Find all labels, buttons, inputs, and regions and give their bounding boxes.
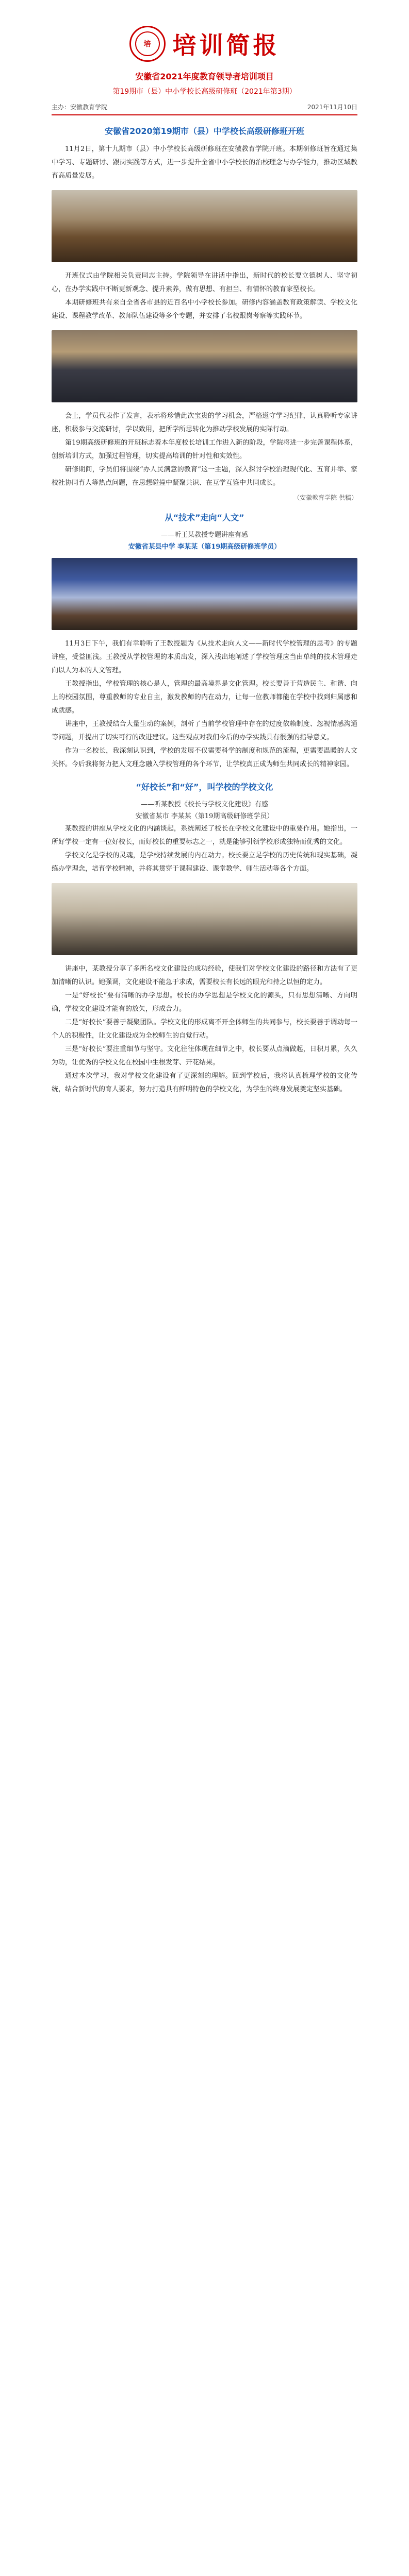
group-photo	[52, 330, 357, 402]
newsletter-title: 培训简报	[172, 31, 280, 59]
session-line: 第19期市（县）中小学校长高级研修班（2021年第3期）	[112, 88, 297, 96]
article2-paragraph: 王教授指出，学校管理的核心是人，管理的最高境界是文化管理。校长要善于营造民主、和谐、向上的校园氛围，尊重教师的专业自主，激发教师的内在动力，让每一位教师都能在学校中找到归属感和成就感。	[52, 680, 357, 715]
article3-paragraph: 学校文化是学校的灵魂，是学校持续发展的内在动力。校长要立足学校的历史传统和现实基础，凝练办学理念，培育学校精神，并将其贯穿于课程建设、课堂教学、师生活动等各个方面。	[52, 852, 357, 873]
article3-paragraph: 讲座中，某教授分享了多所名校文化建设的成功经验，使我们对学校文化建设的路径和方法有了更加清晰的认识。她强调，文化建设不能急于求成，需要校长有长远的眼光和持之以恒的定力。	[52, 965, 357, 986]
article1-paragraph: 11月2日，第十九期市（县）中小学校长高级研修班在安徽教育学院开班。本期研修班旨在通过集中学习、专题研讨、跟岗实践等方式，进一步提升全省中小学校长的治校理念与办学能力，推动区域教育高质量发展。	[52, 145, 357, 180]
article1-source: （安徽教育学院 供稿）	[293, 494, 357, 501]
meta-row	[52, 103, 357, 111]
article3-paragraph: 三是“好校长”要注重细节与坚守。文化往往体现在细节之中，校长要从点滴做起，日积月累，久久为功，让优秀的学校文化在校园中生根发芽、开花结果。	[52, 1045, 357, 1066]
article3-paragraph: 一是“好校长”要有清晰的办学思想。校长的办学思想是学校文化的源头，只有思想清晰、方向明确，学校文化建设才能有的放矢，形成合力。	[52, 992, 357, 1013]
article3-author: 安徽省某市 李某某（第19期高级研修班学员）	[135, 812, 274, 820]
article3-title: “好校长”和“好”，叫学校的学校文化	[136, 782, 273, 792]
article2-title: 从“技术”走向“人文”	[165, 513, 244, 522]
article1-paragraph: 第19期高级研修班的开班标志着本年度校长培训工作进入新的阶段，学院将进一步完善课程体系，创新培训方式，加强过程管理，切实提高培训的针对性和实效性。	[52, 439, 357, 460]
article1-title: 安徽省2020第19期市（县）中学校长高级研修班开班	[105, 126, 304, 136]
article3-paragraph: 通过本次学习，我对学校文化建设有了更深刻的理解。回到学校后，我将认真梳理学校的文化传统，结合新时代的育人要求，努力打造具有鲜明特色的学校文化，为学生的终身发展奠定坚实基础。	[52, 1072, 357, 1093]
school-logo-icon	[129, 26, 166, 62]
article2-paragraph: 讲座中，王教授结合大量生动的案例，剖析了当前学校管理中存在的过度依赖制度、忽视情感沟通等问题，并提出了切实可行的改进建议。这些观点对我们今后的办学实践具有很强的指导意义。	[52, 720, 357, 741]
article2-subtitle: ——听王某教授专题讲座有感	[160, 531, 248, 539]
issue-date: 2021年11月10日	[307, 104, 357, 111]
lecture-stage-photo	[52, 558, 357, 630]
article1-paragraph: 研修期间，学员们将围绕“办人民满意的教育”这一主题，深入探讨学校治理现代化、五育并举、家校社协同育人等热点问题，在思想碰撞中凝聚共识、在互学互鉴中共同成长。	[52, 466, 357, 487]
meeting-hall-photo	[52, 190, 357, 262]
article1-paragraph: 本期研修班共有来自全省各市县的近百名中小学校长参加。研修内容涵盖教育政策解读、学校文化建设、课程教学改革、教师队伍建设等多个专题，并安排了名校跟岗考察等实践环节。	[52, 299, 357, 320]
issuer: 主办：安徽教育学院	[52, 104, 108, 111]
program-line: 安徽省2021年度教育领导者培训项目	[135, 72, 274, 81]
masthead	[52, 26, 357, 62]
article1-paragraph: 开班仪式由学院相关负责同志主持。学院领导在讲话中指出，新时代的校长要立德树人、坚守初心，在办学实践中不断更新观念、提升素养，做有思想、有担当、有情怀的教育家型校长。	[52, 272, 357, 293]
classroom-photo	[52, 883, 357, 955]
logo-text: 培	[143, 40, 151, 48]
article3-subtitle: ——听某教授《校长与学校文化建设》有感	[140, 801, 268, 808]
article2-paragraph: 11月3日下午，我们有幸聆听了王教授题为《从技术走向人文——新时代学校管理的思考》的专题讲座，受益匪浅。王教授从学校管理的本质出发，深入浅出地阐述了学校管理应当由单纯的技术管理走向以人为本的人文管理。	[52, 640, 357, 674]
article3-paragraph: 某教授的讲座从学校文化的内涵谈起，系统阐述了校长在学校文化建设中的重要作用。她指出，一所好学校一定有一位好校长，而好校长的重要标志之一，就是能够引领学校形成独特而优秀的文化。	[52, 825, 357, 846]
article2-author: 安徽省某县中学 李某某（第19期高级研修班学员）	[128, 543, 281, 551]
article1-paragraph: 会上，学员代表作了发言，表示将珍惜此次宝贵的学习机会，严格遵守学习纪律，认真聆听专家讲座，积极参与交流研讨，学以致用，把所学所思转化为推动学校发展的实际行动。	[52, 412, 357, 433]
article3-paragraph: 二是“好校长”要善于凝聚团队。学校文化的形成离不开全体师生的共同参与，校长要善于调动每一个人的积极性，让文化建设成为全校师生的自觉行动。	[52, 1019, 357, 1040]
header-divider	[52, 114, 357, 115]
article2-paragraph: 作为一名校长，我深刻认识到，学校的发展不仅需要科学的制度和规范的流程，更需要温暖的人文关怀。今后我将努力把人文理念融入学校管理的各个环节，让学校真正成为师生共同成长的精神家园。	[52, 747, 357, 768]
